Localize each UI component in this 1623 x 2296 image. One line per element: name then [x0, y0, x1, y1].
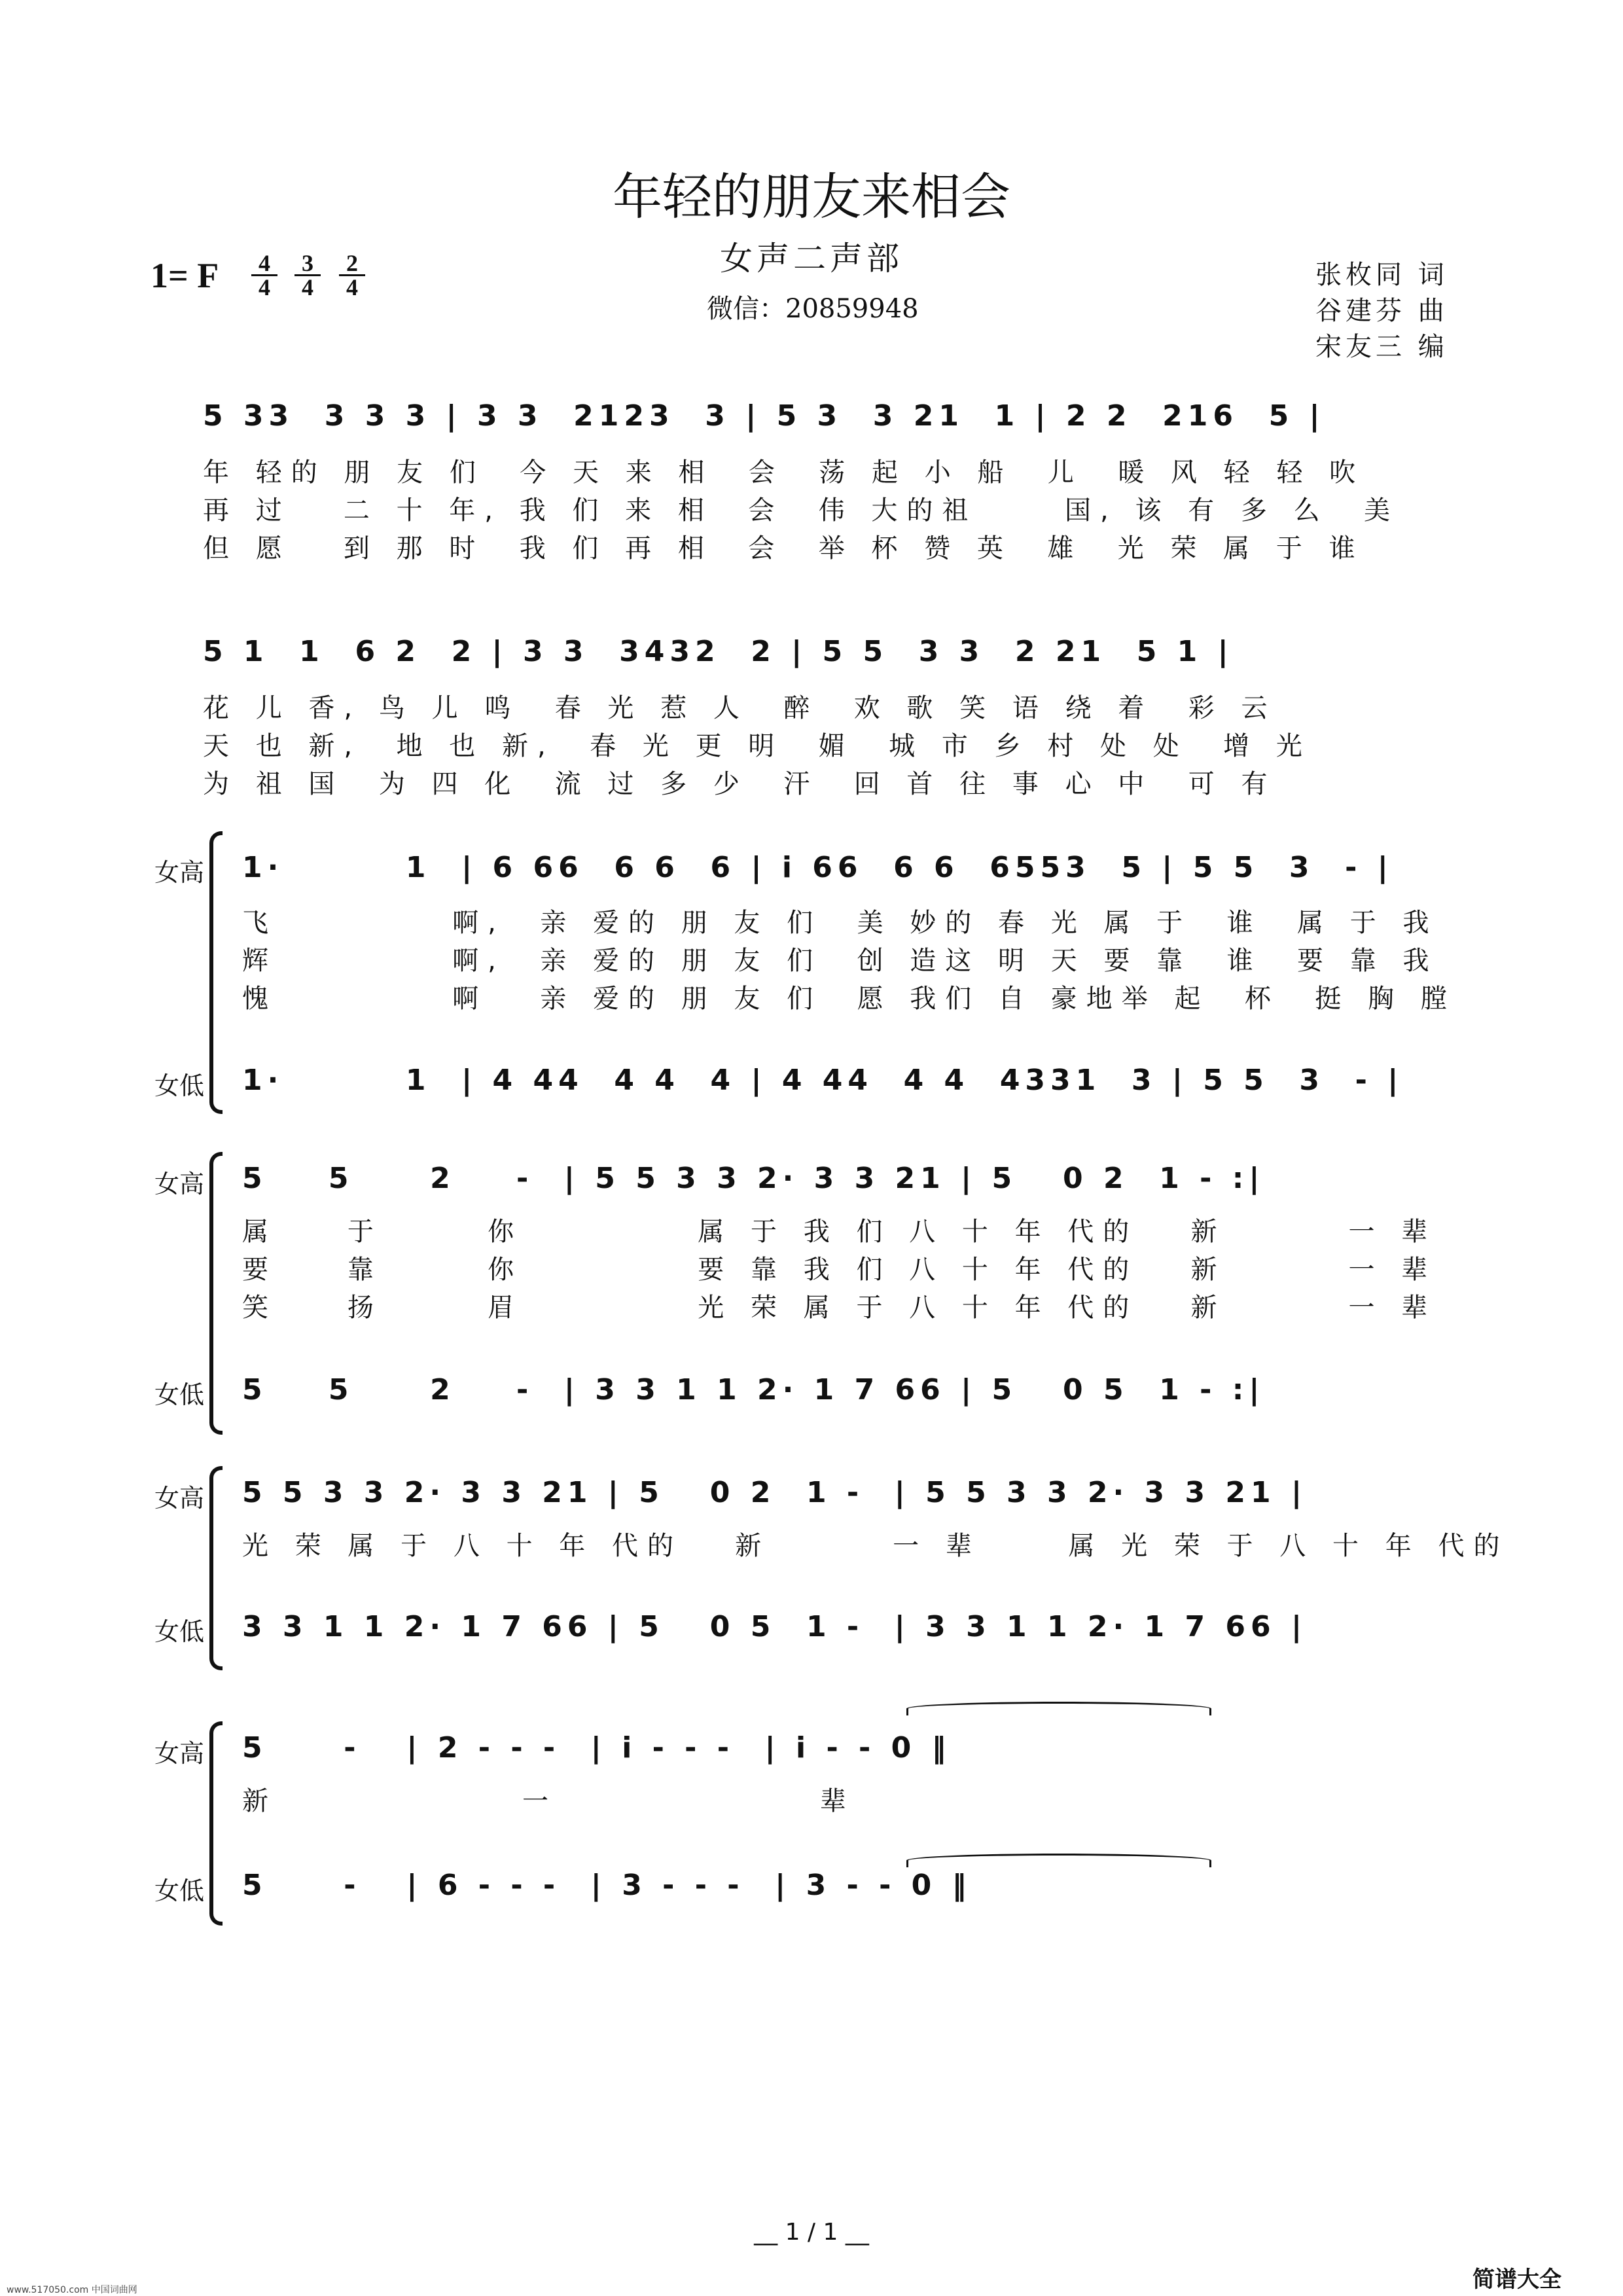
subtitle: 女声二声部 — [720, 240, 903, 278]
meter-3-4: $\frac{3}{4}$ — [294, 252, 321, 298]
lyrics-s6: 新 一 辈 — [242, 1786, 855, 1816]
credit-arranger: 宋友三 编 — [1315, 332, 1448, 362]
lyrics-s3-v3: 愧 啊 亲 爱的 朋 友 们 愿 我们 自 豪地举 起 杯 挺 胸 膛 — [242, 984, 1456, 1014]
key-signature: 1= F — [151, 256, 219, 295]
meter-4-4: $\frac{4}{4}$ — [251, 252, 277, 298]
system-brace — [209, 1466, 223, 1670]
lyrics-s5: 光 荣 属 于 八 十 年 代的 新 一 辈 属 光 荣 于 八 十 年 代的 — [242, 1531, 1509, 1561]
lyrics-s4-v3: 笑 扬 眉 光 荣 属 于 八 十 年 代的 新 一 辈 — [242, 1293, 1437, 1323]
system-brace — [209, 1721, 223, 1926]
notes-s4-low: 5 5 2 - | 3 3 1 1 2· 1 7 66 | 5 0 5 1 - :| — [242, 1373, 1265, 1407]
lyrics-s2-v3: 为 祖 国 为 四 化 流 过 多 少 汗 回 首 往 事 心 中 可 有 — [203, 769, 1277, 799]
lyrics-s1-v2: 再 过 二 十 年, 我 们 来 相 会 伟 大的祖 国, 该 有 多 么 美 — [203, 495, 1400, 526]
lyrics-s3-v2: 辉 啊, 亲 爱的 朋 友 们 创 造这 明 天 要 靠 谁 要 靠 我 — [242, 946, 1438, 976]
notes-s5-high: 5 5 3 3 2· 3 3 21 | 5 0 2 1 - | 5 5 3 3 2· 3 3 21 | — [242, 1476, 1308, 1509]
page-number: __ 1 / 1 __ — [754, 2219, 869, 2246]
part-label-low: 女低 — [154, 1380, 205, 1409]
notes-s3-low: 1· 1 | 4 44 4 4 4 | 4 44 4 4 4331 3 | 5 5 3 - | — [242, 1064, 1404, 1097]
part-label-low: 女低 — [154, 1071, 205, 1100]
lyrics-s2-v1: 花 儿 香, 鸟 儿 鸣 春 光 惹 人 醉 欢 歌 笑 语 绕 着 彩 云 — [203, 693, 1277, 723]
lyrics-s1-v3: 但 愿 到 那 时 我 们 再 相 会 举 杯 赞 英 雄 光 荣 属 于 谁 — [203, 533, 1364, 564]
notes-s5-low: 3 3 1 1 2· 1 7 66 | 5 0 5 1 - | 3 3 1 1 2· 1 7 66 | — [242, 1610, 1308, 1643]
notes-s6-high: 5 - | 2 - - - | i - - - | i - - 0 ‖ — [242, 1731, 952, 1765]
notes-system-2: 5 1 1 6 2 2 | 3 3 3432 2 | 5 5 3 3 2 21 5 1 | — [203, 635, 1234, 668]
credit-composer: 谷建芬 曲 — [1315, 296, 1448, 326]
wechat-id: 微信：20859948 — [707, 294, 919, 324]
system-brace — [209, 831, 223, 1114]
notes-s4-high: 5 5 2 - | 5 5 3 3 2· 3 3 21 | 5 0 2 1 - :| — [242, 1162, 1265, 1195]
part-label-high: 女高 — [154, 858, 205, 887]
lyrics-s2-v2: 天 也 新, 地 也 新, 春 光 更 明 媚 城 市 乡 村 处 处 增 光 — [203, 731, 1311, 761]
lyrics-s3-v1: 飞 啊, 亲 爱的 朋 友 们 美 妙的 春 光 属 于 谁 属 于 我 — [242, 908, 1438, 938]
tie-high — [906, 1702, 1211, 1715]
page-title: 年轻的朋友来相会 — [613, 168, 1010, 226]
notes-s6-low: 5 - | 6 - - - | 3 - - - | 3 - - 0 ‖ — [242, 1869, 972, 1902]
part-label-low: 女低 — [154, 1876, 205, 1905]
watermark: www.517050.com 中国词曲网 — [7, 2285, 137, 2295]
part-label-high: 女高 — [154, 1484, 205, 1513]
notes-system-1: 5 33 3 3 3 | 3 3 2123 3 | 5 3 3 21 1 | 2 2 216 5 | — [203, 399, 1325, 433]
part-label-high: 女高 — [154, 1170, 205, 1198]
lyrics-s4-v1: 属 于 你 属 于 我 们 八 十 年 代的 新 一 辈 — [242, 1217, 1437, 1247]
tie-low — [906, 1854, 1211, 1867]
part-label-high: 女高 — [154, 1739, 205, 1768]
lyrics-s4-v2: 要 靠 你 要 靠 我 们 八 十 年 代的 新 一 辈 — [242, 1255, 1437, 1285]
lyrics-s1-v1: 年 轻的 朋 友 们 今 天 来 相 会 荡 起 小 船 儿 暖 风 轻 轻 吹 — [203, 457, 1365, 488]
notes-s3-high: 1· 1 | 6 66 6 6 6 | i 66 6 6 6553 5 | 5 5 3 - | — [242, 851, 1393, 884]
part-label-low: 女低 — [154, 1617, 205, 1646]
system-brace — [209, 1152, 223, 1435]
meter-2-4: $\frac{2}{4}$ — [339, 252, 365, 298]
credit-lyricist: 张枚同 词 — [1315, 260, 1448, 290]
site-logo: 简谱大全 — [1472, 2267, 1561, 2293]
